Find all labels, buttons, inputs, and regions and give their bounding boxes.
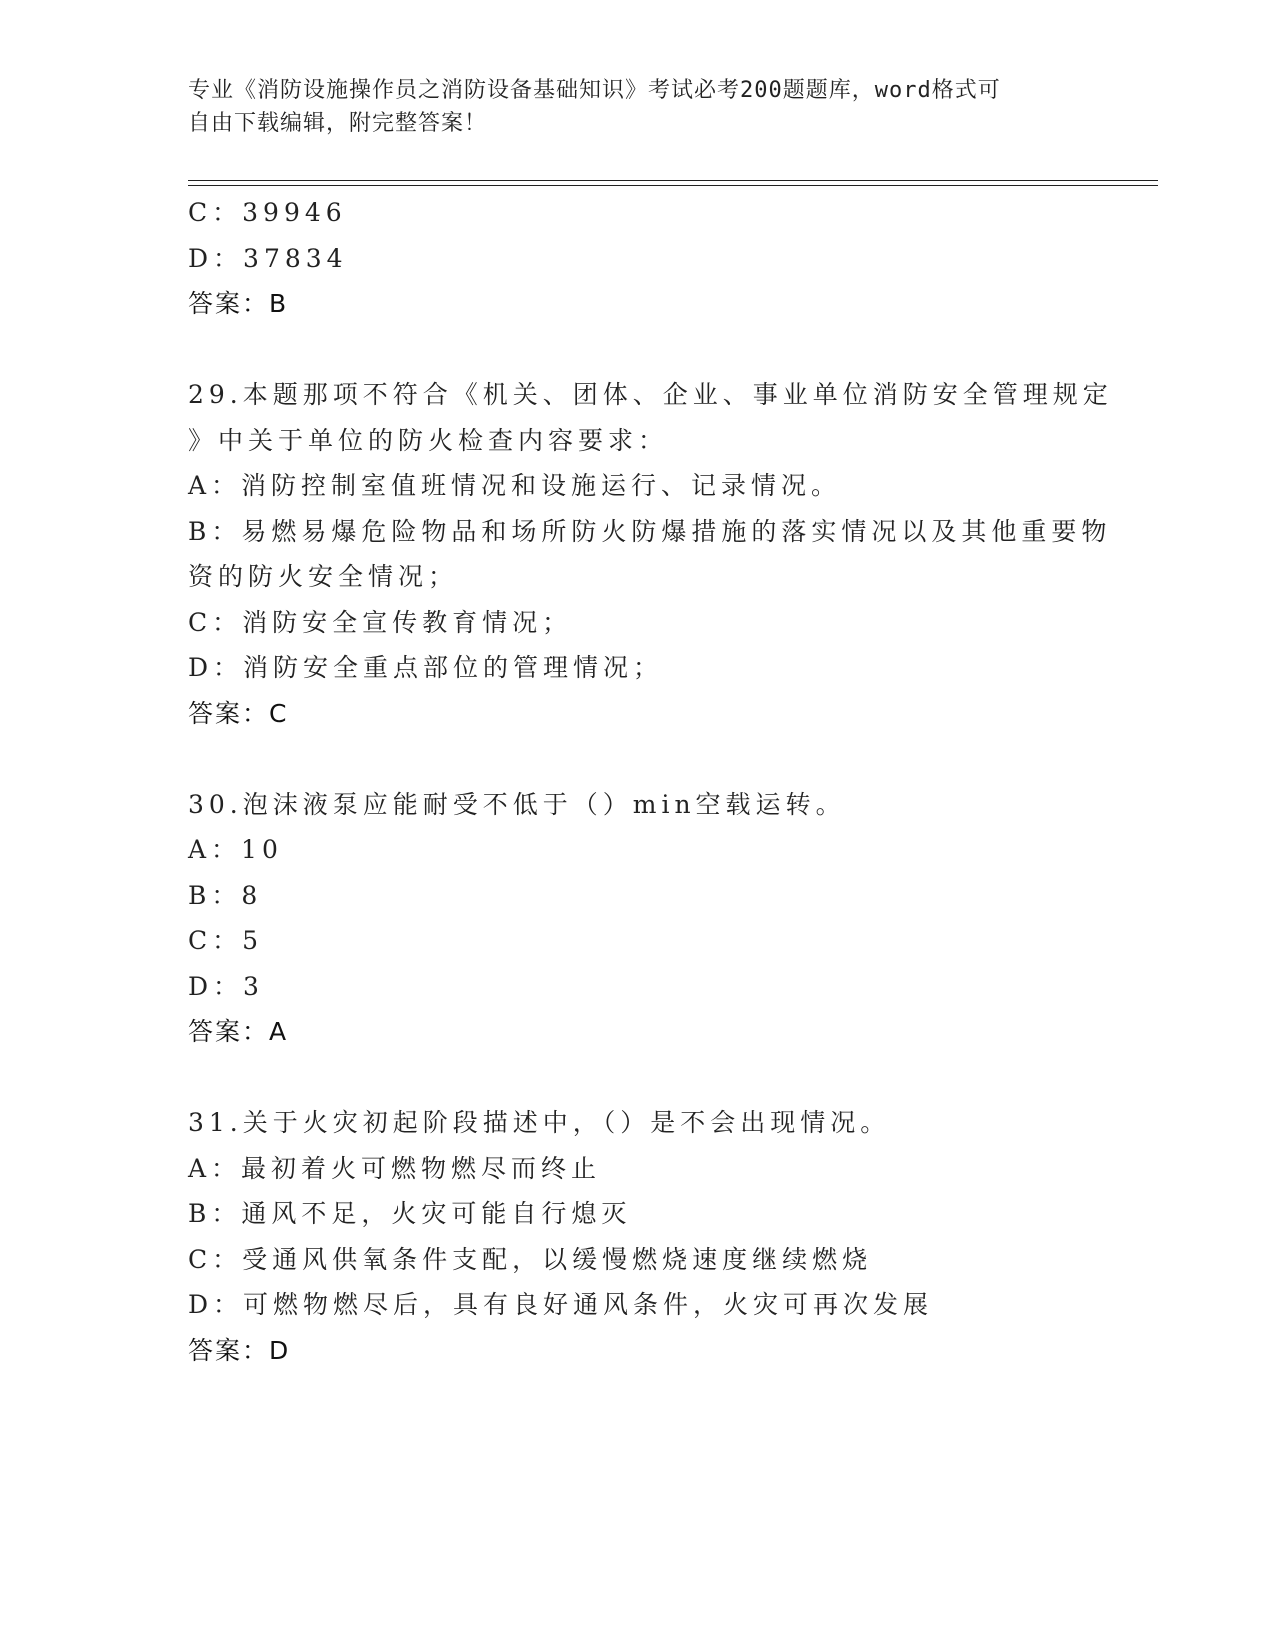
option-a: A：10 <box>188 835 283 864</box>
option-d: D：可燃物燃尽后，具有良好通风条件，火灾可再次发展 <box>188 1290 934 1319</box>
answer-label: 答案：B <box>188 289 289 318</box>
option-c: C：39946 <box>188 198 347 227</box>
option-b-continued: 资的防火安全情况； <box>188 562 459 591</box>
header-divider-bottom <box>188 185 1158 186</box>
question-stem: 29.本题那项不符合《机关、团体、企业、事业单位消防安全管理规定 <box>188 380 1113 409</box>
spacer <box>188 1055 1088 1101</box>
header-line-2: 自由下载编辑，附完整答案！ <box>188 111 488 136</box>
option-d: D：3 <box>188 971 264 1001</box>
option-b: B：易燃易爆危险物品和场所防火防爆措施的落实情况以及其他重要物 <box>188 516 1112 546</box>
answer-label: 答案：D <box>188 1335 291 1365</box>
question-30 <box>188 782 1088 1055</box>
question-list <box>188 190 1113 1373</box>
option-b: B：8 <box>188 880 263 910</box>
question-stem-continued: 》中关于单位的防火检查内容要求： <box>188 425 669 455</box>
header-divider-top <box>188 180 1158 181</box>
option-c: C：5 <box>188 926 264 955</box>
question-stem: 31.关于火灾初起阶段描述中，（）是不会出现情况。 <box>188 1108 891 1137</box>
option-a: A：最初着火可燃物燃尽而终止 <box>188 1153 602 1183</box>
spacer <box>188 327 1088 373</box>
question-stem: 30.泡沫液泵应能耐受不低于（）min空载运转。 <box>188 789 846 819</box>
spacer <box>188 736 1088 782</box>
page-header <box>188 74 1088 140</box>
header-line-1: 专业《消防设施操作员之消防设备基础知识》考试必考200题题库，word格式可 <box>188 78 1001 103</box>
option-a: A：消防控制室值班情况和设施运行、记录情况。 <box>188 471 842 500</box>
question-28-tail <box>188 190 1088 327</box>
question-31 <box>188 1100 1088 1373</box>
option-d: D：消防安全重点部位的管理情况； <box>188 653 664 682</box>
option-b: B：通风不足，火灾可能自行熄灭 <box>188 1199 632 1228</box>
option-c: C：受通风供氧条件支配，以缓慢燃烧速度继续燃烧 <box>188 1244 873 1274</box>
answer-label: 答案：A <box>188 1017 289 1046</box>
option-d: D：37834 <box>188 243 348 273</box>
answer-label: 答案：C <box>188 698 289 728</box>
option-c: C：消防安全宣传教育情况； <box>188 607 573 637</box>
question-29 <box>188 372 1113 736</box>
